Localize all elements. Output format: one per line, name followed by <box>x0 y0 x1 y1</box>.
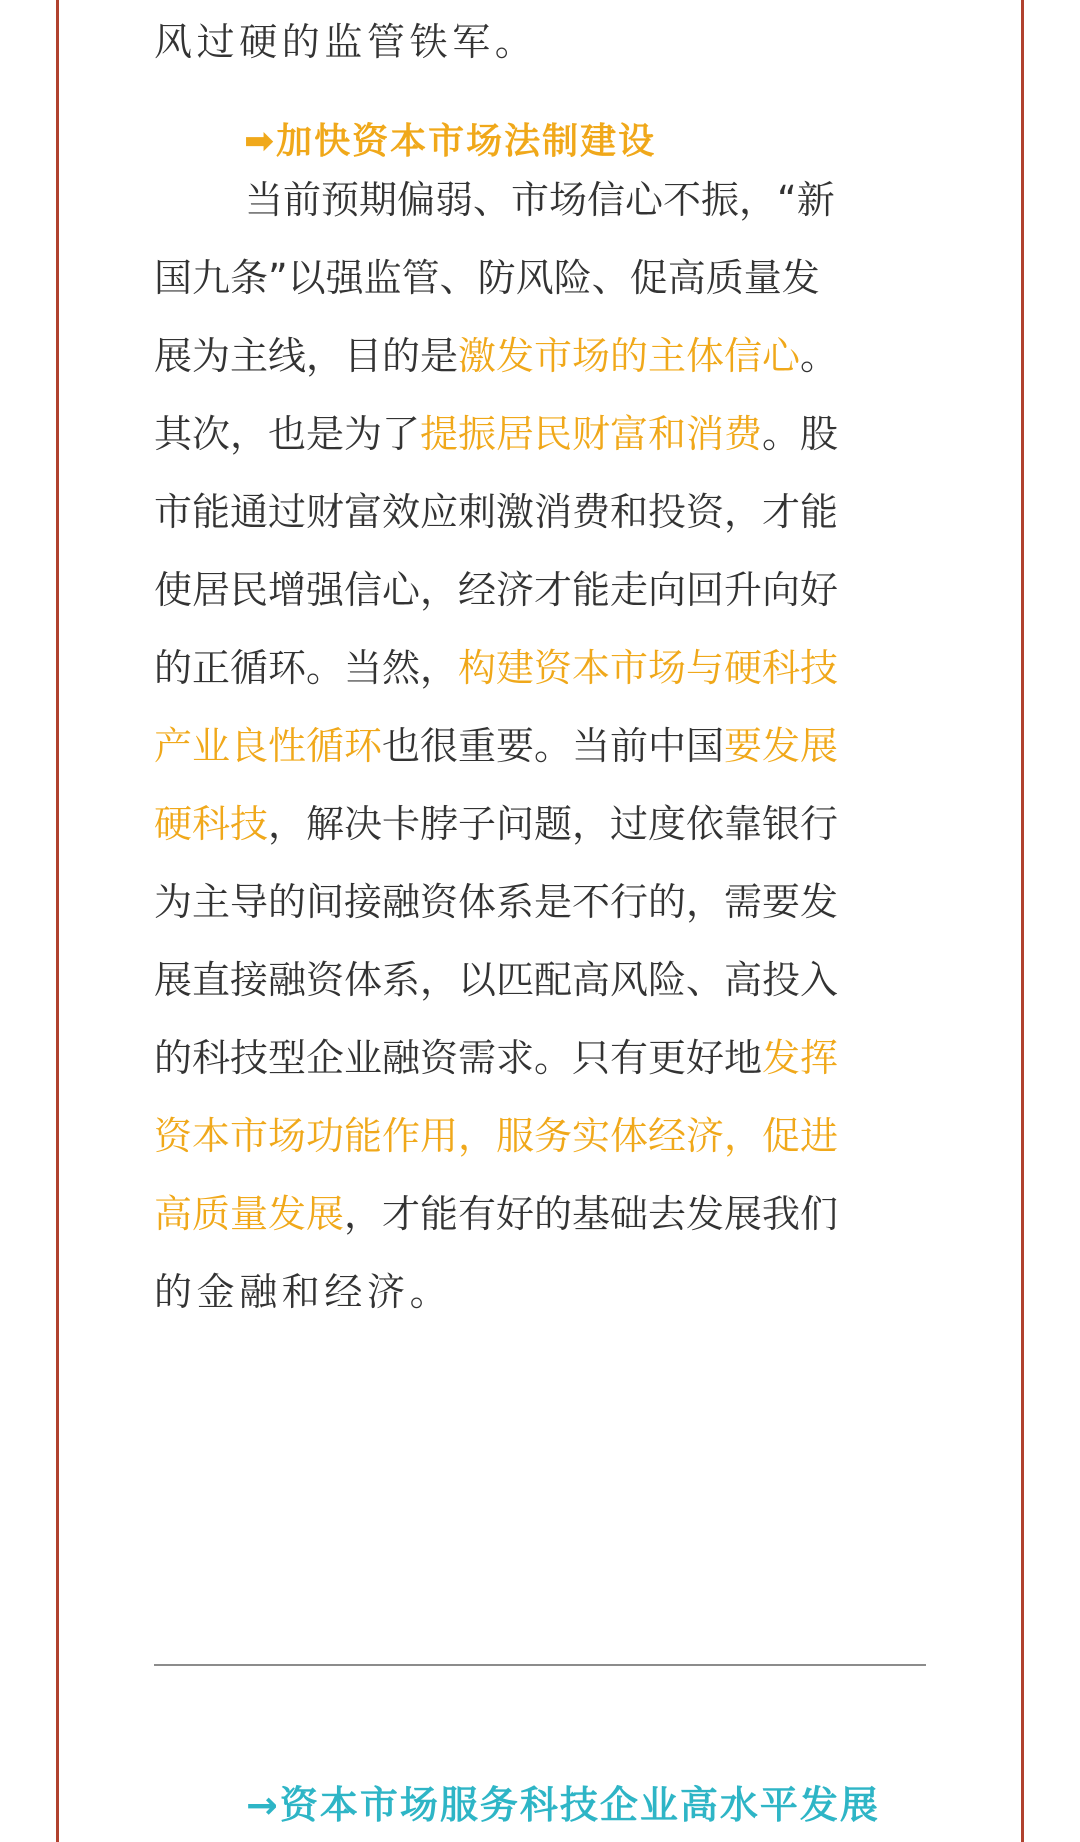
paragraph-line <box>154 1106 926 1166</box>
paragraph-line <box>154 248 926 308</box>
paragraph-line <box>154 716 926 776</box>
highlighted-text: 硬科技 <box>154 802 269 846</box>
paragraph-line <box>154 872 926 932</box>
highlighted-text: 激发市场的主体信心 <box>458 334 801 378</box>
section-heading <box>244 114 656 170</box>
highlighted-text: 要发展 <box>724 724 839 768</box>
highlighted-text: 资本市场功能作用，服务实体经济，促进 <box>154 1114 839 1158</box>
section-divider <box>154 1664 926 1666</box>
text-run: 为主导的间接融资体系是不行的，需要发 <box>154 880 839 924</box>
text-run: 风过硬的监管铁军。 <box>154 20 538 64</box>
paragraph-line <box>154 12 537 72</box>
paragraph-line <box>154 560 926 620</box>
text-run: 的正循环。当然， <box>154 646 459 690</box>
text-run: ，解决卡脖子问题，过度依靠银行 <box>268 802 839 846</box>
text-run: 市能通过财富效应刺激消费和投资，才能 <box>154 490 839 534</box>
paragraph-line <box>154 794 926 854</box>
text-run: 也很重要。当前中国 <box>382 724 725 768</box>
text-run: 展为主线，目的是 <box>154 334 459 378</box>
paragraph-line <box>154 1262 452 1322</box>
text-run: 当前预期偏弱、市场信心不振，“新 <box>245 178 835 222</box>
text-run: 使居民增强信心，经济才能走向回升向好 <box>154 568 839 612</box>
text-run: 。股 <box>762 412 839 456</box>
paragraph-line <box>154 638 926 698</box>
highlighted-text: 构建资本市场与硬科技 <box>458 646 839 690</box>
highlighted-text: 提振居民财富和消费 <box>420 412 763 456</box>
highlighted-text: 高质量发展 <box>154 1192 345 1236</box>
paragraph-line <box>154 950 926 1010</box>
next-section-link[interactable] <box>246 1775 880 1835</box>
paragraph-line <box>154 170 926 230</box>
text-run: 展直接融资体系，以匹配高风险、高投入 <box>154 958 839 1002</box>
section-heading-text: 加快资本市场法制建设 <box>276 121 657 162</box>
heavy-right-arrow-icon: ➡ <box>244 121 277 162</box>
frame-left-border <box>56 0 59 1842</box>
paragraph-line <box>154 326 926 386</box>
text-run: 的科技型企业融资需求。只有更好地 <box>154 1036 763 1080</box>
paragraph-line <box>154 1184 926 1244</box>
text-run: 国九条”以强监管、防风险、促高质量发 <box>154 256 820 300</box>
paragraph-line <box>154 482 926 542</box>
text-run: 的金融和经济。 <box>154 1270 453 1314</box>
text-run: ，才能有好的基础去发展我们 <box>344 1192 839 1236</box>
paragraph-line <box>154 1028 926 1088</box>
paragraph-line <box>154 404 926 464</box>
highlighted-text: 产业良性循环 <box>154 724 383 768</box>
highlighted-text: 发挥 <box>762 1036 839 1080</box>
right-arrow-icon: → <box>246 1783 280 1827</box>
next-section-link-text: 资本市场服务科技企业高水平发展 <box>279 1783 880 1827</box>
text-run: 其次，也是为了 <box>154 412 421 456</box>
frame-right-border <box>1021 0 1024 1842</box>
text-run: 。 <box>800 334 839 378</box>
